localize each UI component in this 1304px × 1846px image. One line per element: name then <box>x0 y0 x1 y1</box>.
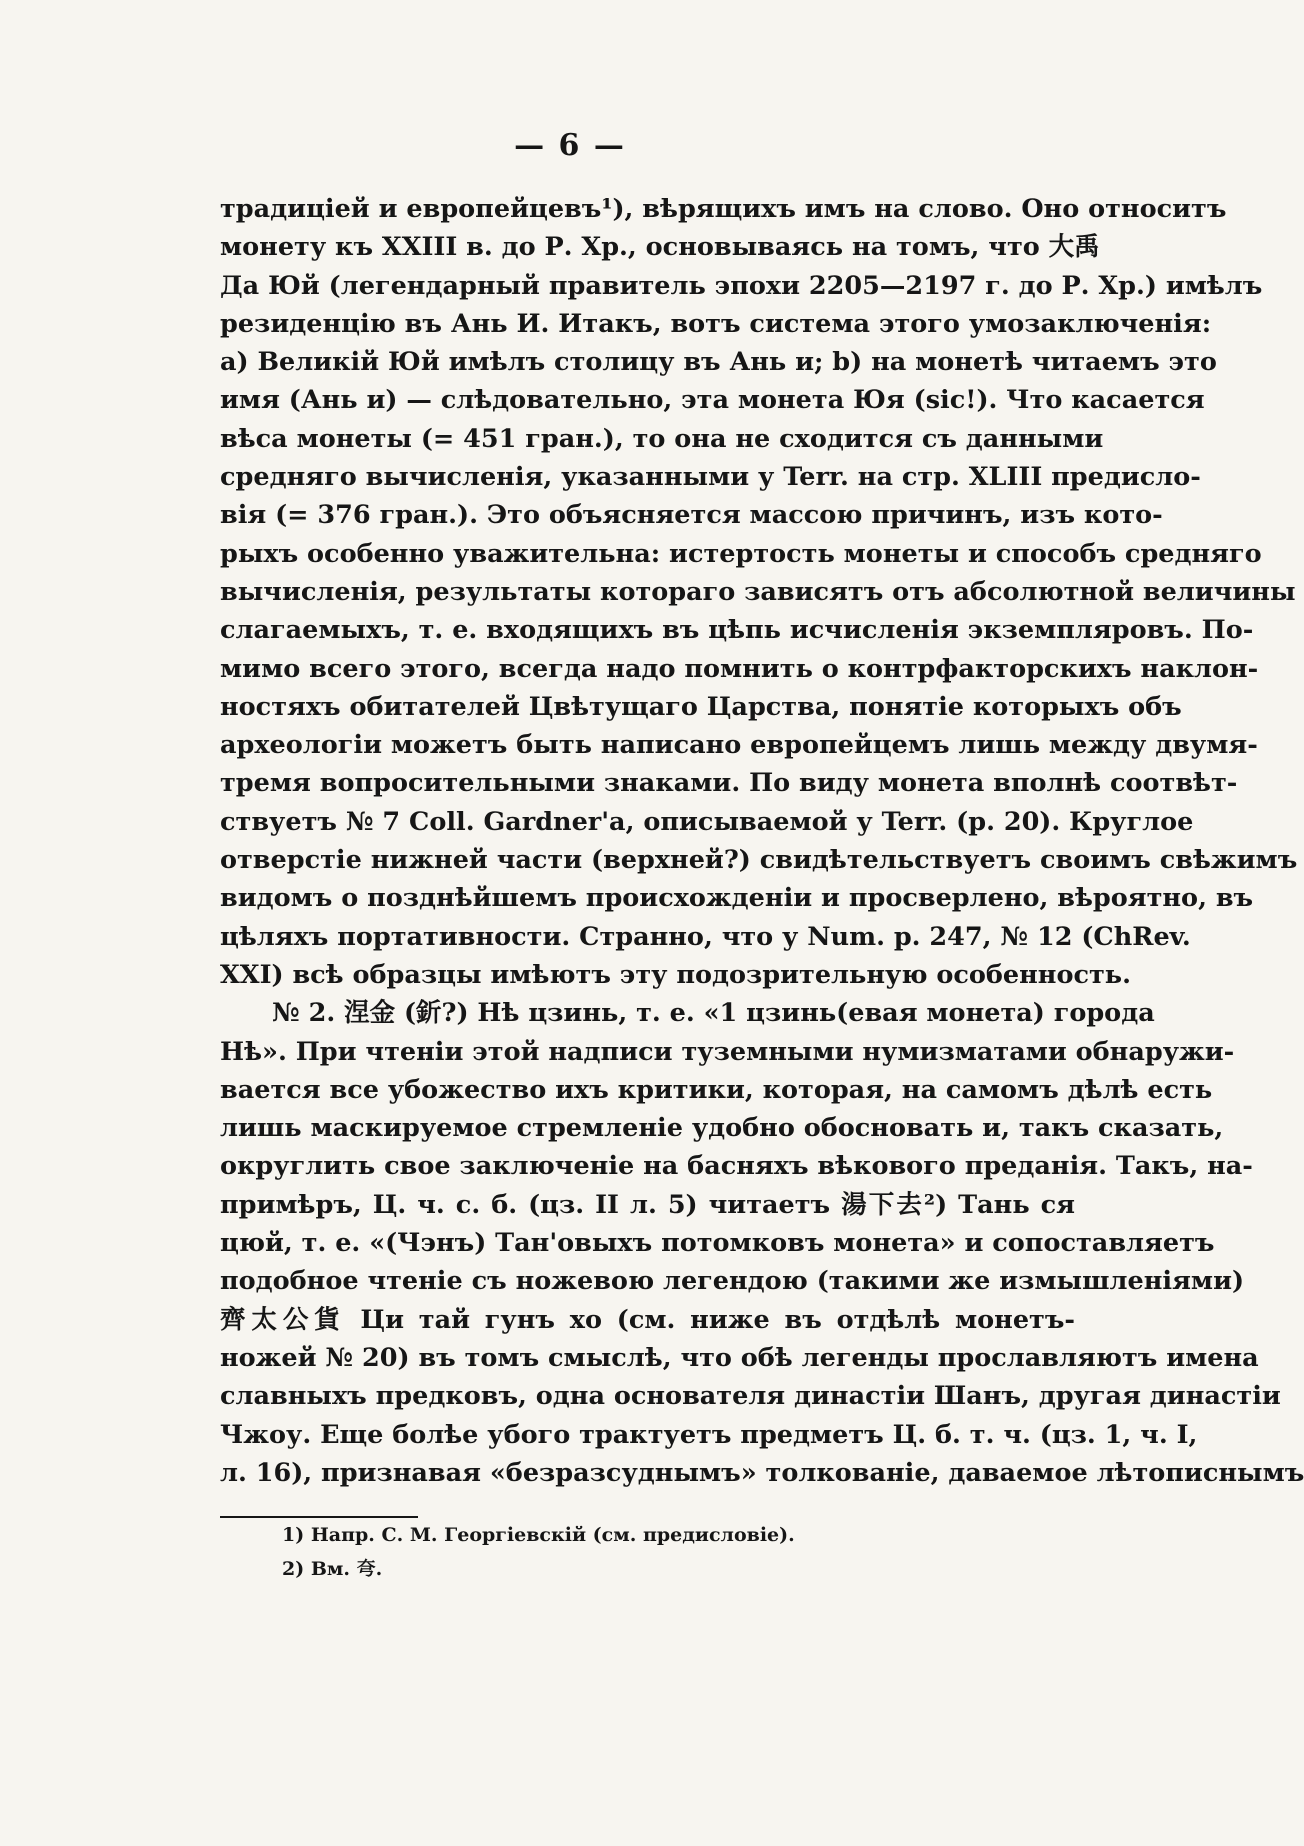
footnotes <box>282 1518 795 1586</box>
text-line: славныхъ предковъ, одна основателя династіи Шанъ, другая династіи <box>220 1381 1281 1412</box>
footnote: 2) Вм. 𡗝. <box>282 1558 383 1580</box>
footnote: 1) Напр. С. М. Георгіевскій (см. предисловіе). <box>282 1524 795 1546</box>
body-text <box>220 190 1304 1492</box>
text-line: археологіи можетъ быть написано европейцемъ лишь между двумя- <box>220 730 1258 761</box>
text-line: резиденцію въ Ань И. Итакъ, вотъ система этого умозаключенія: <box>220 308 1212 339</box>
text-line: цюй, т. е. «(Чэнъ) Тан'овыхъ потомковъ монета» и сопоставляетъ <box>220 1228 1215 1259</box>
text-line: вается все убожество ихъ критики, которая, на самомъ дѣлѣ есть <box>220 1074 1213 1105</box>
text-line: отверстіе нижней части (верхней?) свидѣтельствуетъ своимъ свѣжимъ <box>220 845 1298 876</box>
text-line: лишь маскируемое стремленіе удобно обосновать и, такъ сказать, <box>220 1113 1224 1144</box>
text-line: вѣса монеты (= 451 гран.), то она не сходится съ данными <box>220 423 1104 454</box>
text-line: Да Юй (легендарный правитель эпохи 2205—2197 г. до Р. Хр.) имѣлъ <box>220 270 1263 301</box>
text-line: a) Великій Юй имѣлъ столицу въ Ань и; b) на монетѣ читаемъ это <box>220 347 1217 378</box>
text-line: традиціей и европейцевъ¹), вѣрящихъ имъ на слово. Оно относитъ <box>220 194 1227 224</box>
text-line: монету къ XXIII в. до Р. Хр., основываясь на томъ, что 大禹 <box>220 232 1100 263</box>
text-line: XXI) всѣ образцы имѣютъ эту подозрительную особенность. <box>220 959 1131 990</box>
text-line: видомъ о позднѣйшемъ происхожденіи и просверлено, вѣроятно, въ <box>220 883 1254 914</box>
text-line: средняго вычисленія, указанными у Terr. на стр. XLIII предисло- <box>220 462 1201 493</box>
text-line: л. 16), признавая «безразсуднымъ» толкованіе, даваемое лѣтописнымъ <box>220 1457 1304 1488</box>
text-line: Чжоу. Еще болѣе убого трактуетъ предметъ Ц. б. т. ч. (цз. 1, ч. I, <box>220 1419 1198 1450</box>
text-line: имя (Ань и) — слѣдовательно, эта монета Юя (sic!). Что касается <box>220 385 1205 416</box>
text-line: вія (= 376 гран.). Это объясняется массою причинъ, изъ кото- <box>220 500 1163 531</box>
text-line: мимо всего этого, всегда надо помнить о контрфакторскихъ наклон- <box>220 653 1259 684</box>
text-line: 齊太公貨 Ци тай гунъ хо (см. ниже въ отдѣлѣ монетъ- <box>220 1304 1075 1335</box>
text-line: Нѣ». При чтеніи этой надписи туземными нумизматами обнаружи- <box>220 1036 1235 1067</box>
text-line: ностяхъ обитателей Цвѣтущаго Царства, понятіе которыхъ объ <box>220 691 1182 722</box>
text-line: тремя вопросительными знаками. По виду монета вполнѣ соотвѣт- <box>220 768 1238 799</box>
text-line: № 2. 涅金 (釿?) Нѣ цзинь, т. е. «1 цзинь(евая монета) города <box>272 998 1155 1029</box>
text-line: примѣръ, Ц. ч. с. б. (цз. II л. 5) читаетъ 湯下去²) Тань ся <box>220 1189 1075 1220</box>
page-number: — 6 — <box>514 128 626 163</box>
text-line: цѣляхъ портативности. Странно, что у Num. p. 247, № 12 (ChRev. <box>220 921 1191 952</box>
text-line: ствуетъ № 7 Coll. Gardner'а, описываемой у Terr. (p. 20). Круглое <box>220 806 1194 837</box>
text-line: рыхъ особенно уважительна: истертость монеты и способъ средняго <box>220 538 1262 569</box>
text-line: округлить свое заключеніе на басняхъ вѣкового преданія. Такъ, на- <box>220 1151 1253 1182</box>
text-line: слагаемыхъ, т. е. входящихъ въ цѣпь исчисленія экземпляровъ. По- <box>220 615 1254 646</box>
text-line: вычисленія, результаты котораго зависятъ отъ абсолютной величины <box>220 576 1296 607</box>
text-line: ножей № 20) въ томъ смыслѣ, что обѣ легенды прославляютъ имена <box>220 1342 1259 1373</box>
text-line: подобное чтеніе съ ножевою легендою (такими же измышленіями) <box>220 1266 1245 1297</box>
